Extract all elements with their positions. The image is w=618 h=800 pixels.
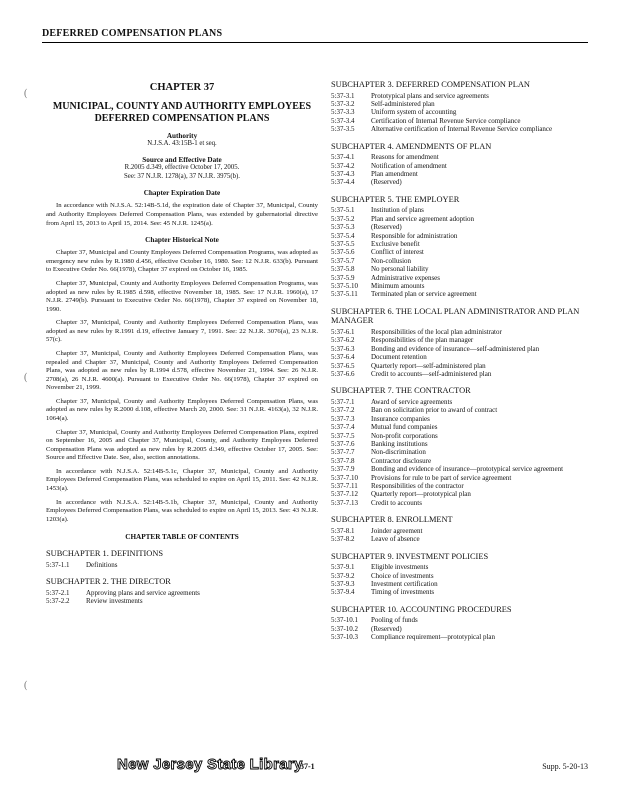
history-paragraph: Chapter 37, Municipal, County and Authority Employees Deferred Compensation Plans, expired on September 16, 2005 and Chapter 37, Municipal, County, and Authority Employees Deferred Compensation Plans was adopted as new rules by R.2005 d.349, effective October 17, 2005. See: Source and Effective Date. See, also, section annotations. — [46, 428, 318, 462]
chapter-number: CHAPTER 37 — [149, 82, 215, 93]
section-number: 5:37-7.11 — [331, 482, 358, 490]
section-number: 5:37-10.2 — [331, 624, 359, 633]
section-number: 5:37-7.7 — [331, 448, 355, 457]
section-title: No personal liability — [371, 265, 429, 274]
subchapter-title: SUBCHAPTER 2. THE DIRECTOR — [46, 577, 171, 587]
section-title: Timing of investments — [371, 588, 435, 597]
section-number: 5:37-4.1 — [331, 153, 355, 162]
toc-entry — [331, 563, 593, 571]
history-notes — [46, 249, 318, 524]
toc-entry — [331, 406, 593, 414]
section-number: 5:37-5.3 — [331, 223, 355, 232]
toc-entry — [331, 153, 593, 161]
section-number: 5:37-7.1 — [331, 398, 355, 407]
toc-entry — [331, 290, 593, 298]
history-paragraph: Chapter 37, Municipal, County and Authority Employees Deferred Compensation Plans, was adopted as new rules by R.1991 d.19, effective January 7, 1991. See: 22 N.J.R. 3076(a), 23 N.J.R. 57(c). — [46, 319, 318, 344]
toc-entry — [331, 328, 593, 336]
expiration-heading: Chapter Expiration Date — [143, 189, 221, 198]
section-title: Review investments — [86, 597, 143, 606]
toc-entry — [331, 465, 593, 473]
source-heading: Source and Effective Date — [142, 156, 222, 165]
toc-entry — [331, 117, 593, 125]
section-number: 5:37-6.2 — [331, 336, 355, 345]
section-number: 5:37-7.2 — [331, 406, 355, 415]
section-title: Choice of investments — [371, 571, 434, 580]
toc-entry — [331, 457, 593, 465]
toc-title: CHAPTER TABLE OF CONTENTS — [125, 533, 239, 542]
toc-entry — [331, 633, 593, 641]
left-toc — [46, 549, 318, 605]
section-title: Definitions — [86, 561, 118, 570]
section-title: Minimum amounts — [371, 282, 425, 290]
section-title: Banking institutions — [371, 440, 428, 449]
section-number: 5:37-7.8 — [331, 456, 355, 465]
section-number: 5:37-3.5 — [331, 125, 355, 134]
chapter-title: MUNICIPAL, COUNTY AND AUTHORITY EMPLOYEES DEFERRED COMPENSATION PLANS — [52, 101, 312, 124]
binding-hole-mark: ( — [24, 372, 28, 383]
section-title: Self-administered plan — [371, 100, 435, 109]
section-title: Joinder agreement — [371, 526, 423, 535]
source-line: See: 37 N.J.R. 1278(a), 37 N.J.R. 3975(b). — [124, 172, 240, 180]
section-number: 5:37-6.1 — [331, 328, 355, 337]
section-title: Plan and service agreement adoption — [371, 214, 475, 223]
toc-entry — [331, 415, 593, 423]
supplement-date: Supp. 5-20-13 — [542, 762, 588, 771]
toc-entry — [331, 240, 593, 248]
section-number: 5:37-5.5 — [331, 240, 355, 249]
history-paragraph: Chapter 37, Municipal and County Employees Deferred Compensation Programs, was adopted as emergency new rules by R.1980 d.456, effective October 16, 1980. See: 12 N.J.R. 633(b). Pursuant to Executive Order No. 66(1978), Chapter 37 expired on October 16, 1985. — [46, 249, 318, 274]
toc-entry — [331, 162, 593, 170]
section-title: Approving plans and service agreements — [86, 589, 200, 598]
section-number: 5:37-3.2 — [331, 100, 355, 109]
subchapter-title: SUBCHAPTER 4. AMENDMENTS OF PLAN — [331, 141, 492, 151]
section-title: Provisions for rule to be part of service agreement — [371, 473, 512, 482]
section-title: Certification of Internal Revenue Service compliance — [371, 116, 521, 125]
section-title: (Reserved) — [371, 178, 402, 187]
expiration-text: In accordance with N.J.S.A. 52:14B-5.1d, the expiration date of Chapter 37, Municipal, County and Authority Employees Deferred Compensation Plans, was extended by gubernatorial directive from April 15, 2013 to April 15, 2014. See: 45 N.J.R. 1245(a). — [46, 202, 318, 227]
toc-entry — [331, 345, 593, 353]
section-number: 5:37-7.5 — [331, 431, 355, 440]
section-title: Mutual fund companies — [371, 423, 438, 432]
toc-entry — [46, 597, 318, 605]
section-number: 5:37-8.1 — [331, 526, 355, 535]
subchapter-title: SUBCHAPTER 10. ACCOUNTING PROCEDURES — [331, 604, 512, 614]
subchapter-title: SUBCHAPTER 5. THE EMPLOYER — [331, 194, 460, 204]
history-heading: Chapter Historical Note — [145, 236, 219, 245]
section-title: Institution of plans — [371, 206, 424, 215]
section-title: Non-discrimination — [371, 448, 426, 457]
toc-entry — [331, 336, 593, 344]
section-number: 5:37-4.3 — [331, 170, 355, 179]
section-number: 5:37-10.3 — [331, 633, 359, 642]
section-number: 5:37-1.1 — [46, 561, 70, 570]
section-number: 5:37-9.3 — [331, 580, 355, 589]
section-number: 5:37-4.4 — [331, 178, 355, 187]
subchapter-title: SUBCHAPTER 1. DEFINITIONS — [46, 549, 164, 559]
section-title: Responsibilities of the contractor — [371, 482, 464, 490]
section-number: 5:37-7.3 — [331, 414, 355, 423]
subchapter-title: SUBCHAPTER 8. ENROLLMENT — [331, 515, 453, 525]
toc-entry — [331, 248, 593, 256]
section-number: 5:37-7.4 — [331, 423, 355, 432]
section-title: Pooling of funds — [371, 616, 418, 625]
section-title: Responsibilities of the local plan administrator — [371, 328, 502, 337]
section-number: 5:37-6.4 — [331, 353, 355, 362]
section-title: Leave of absence — [371, 535, 420, 544]
section-number: 5:37-2.2 — [46, 597, 70, 606]
running-header: DEFERRED COMPENSATION PLANS — [42, 28, 588, 43]
section-title: (Reserved) — [371, 223, 402, 232]
toc-entry — [331, 448, 593, 456]
toc-entry — [331, 474, 593, 482]
section-number: 5:37-7.9 — [331, 465, 355, 474]
section-number: 5:37-5.10 — [331, 282, 359, 290]
binding-hole-mark: ( — [24, 680, 28, 691]
section-number: 5:37-6.3 — [331, 344, 355, 353]
right-toc — [331, 80, 593, 642]
section-number: 5:37-5.6 — [331, 248, 355, 257]
section-title: Document retention — [371, 353, 427, 362]
section-title: (Reserved) — [371, 624, 402, 633]
toc-entry — [331, 178, 593, 186]
section-title: Non-collusion — [371, 256, 412, 265]
toc-entry — [331, 232, 593, 240]
history-paragraph: Chapter 37, Municipal, County and Authority Employees Deferred Compensation Programs, was adopted as new rules by R.1985 d.598, effective November 18, 1985. See: 17 N.J.R. 1960(a), 17 N.J.R. 2749(b). Pursuant to Executive Order No. 66(1978), Chapter 37 expired on November 18, 1990. — [46, 279, 318, 313]
section-number: 5:37-7.6 — [331, 440, 355, 449]
section-title: Reasons for amendment — [371, 153, 439, 162]
subchapter-title: SUBCHAPTER 6. THE LOCAL PLAN ADMINISTRATOR AND PLAN MANAGER — [331, 306, 580, 326]
section-number: 5:37-9.2 — [331, 571, 355, 580]
section-number: 5:37-7.12 — [331, 490, 359, 499]
toc-entry — [331, 265, 593, 273]
section-title: Bonding and evidence of insurance—prototypical service agreement — [371, 465, 564, 474]
section-number: 5:37-5.2 — [331, 214, 355, 223]
binding-hole-mark: ( — [24, 88, 28, 99]
section-number: 5:37-10.1 — [331, 616, 359, 625]
section-number: 5:37-7.10 — [331, 473, 359, 482]
toc-entry — [46, 561, 318, 569]
section-number: 5:37-9.1 — [331, 563, 355, 572]
section-number: 5:37-6.6 — [331, 370, 355, 379]
toc-entry — [331, 170, 593, 178]
section-number: 5:37-9.4 — [331, 588, 355, 597]
page-number: 37-1 — [300, 762, 315, 771]
toc-entry — [331, 370, 593, 378]
section-title: Credit to accounts—self-administered plan — [371, 370, 492, 379]
section-number: 5:37-8.2 — [331, 535, 355, 544]
toc-entry — [46, 589, 318, 597]
toc-entry — [331, 92, 593, 100]
toc-entry — [331, 223, 593, 231]
section-number: 5:37-5.1 — [331, 206, 355, 215]
section-title: Insurance companies — [371, 414, 430, 423]
history-paragraph: Chapter 37, Municipal, County and Authority Employees Deferred Compensation Plans, was adopted as new rules by R.2000 d.108, effective March 20, 2000. See: 31 N.J.R. 4163(a), 32 N.J.R. 1064(a). — [46, 397, 318, 423]
section-number: 5:37-3.4 — [331, 116, 355, 125]
subchapter-title: SUBCHAPTER 3. DEFERRED COMPENSATION PLAN — [331, 80, 530, 89]
section-title: Contractor disclosure — [371, 456, 432, 465]
section-number: 5:37-5.9 — [331, 273, 355, 282]
section-title: Credit to accounts — [371, 498, 422, 507]
toc-entry — [331, 423, 593, 431]
toc-entry — [331, 215, 593, 223]
section-title: Investment certification — [371, 580, 438, 589]
section-title: Eligible investments — [371, 563, 429, 572]
toc-entry — [331, 490, 593, 498]
toc-entry — [331, 616, 593, 624]
section-title: Compliance requirement—prototypical plan — [371, 633, 496, 642]
section-number: 5:37-5.8 — [331, 265, 355, 274]
toc-entry — [331, 535, 593, 543]
authority-text: N.J.S.A. 43:15B-1 et seq. — [147, 140, 217, 147]
toc-entry — [331, 625, 593, 633]
section-number: 5:37-5.11 — [331, 290, 358, 299]
toc-entry — [331, 580, 593, 588]
section-title: Quarterly report—prototypical plan — [371, 490, 471, 499]
toc-entry — [331, 432, 593, 440]
page-footer — [42, 756, 588, 780]
section-title: Responsible for administration — [371, 231, 458, 240]
toc-entry — [331, 108, 593, 116]
section-title: Prototypical plans and service agreements — [371, 91, 489, 100]
history-paragraph: In accordance with N.J.S.A. 52:14B-5.1b, Chapter 37, Municipal, County and Authority Employees Deferred Compensation Plans, was scheduled to expire on April 15, 2013. See: 43 N.J.R. 1203(a). — [46, 498, 318, 523]
section-title: Terminated plan or service agreement — [371, 290, 477, 299]
toc-entry — [331, 125, 593, 133]
section-number: 5:37-5.4 — [331, 231, 355, 240]
section-title: Conflict of interest — [371, 248, 424, 257]
toc-entry — [331, 499, 593, 507]
toc-entry — [331, 440, 593, 448]
toc-entry — [331, 398, 593, 406]
section-number: 5:37-4.2 — [331, 161, 355, 170]
section-title: Uniform system of accounting — [371, 108, 457, 117]
toc-entry — [331, 100, 593, 108]
section-title: Quarterly report—self-administered plan — [371, 361, 486, 370]
history-paragraph: In accordance with N.J.S.A. 52:14B-5.1c, Chapter 37, Municipal, County and Authority Employees Deferred Compensation Plans, was scheduled to expire on April 15, 2011. See: 42 N.J.R. 1453(a). — [46, 467, 318, 493]
toc-entry — [331, 362, 593, 370]
section-title: Notification of amendment — [371, 161, 447, 170]
toc-entry — [331, 588, 593, 596]
source-line: R.2005 d.349, effective October 17, 2005. — [124, 164, 240, 172]
toc-entry — [331, 206, 593, 214]
section-number: 5:37-3.1 — [331, 91, 355, 100]
toc-entry — [331, 282, 593, 290]
section-title: Plan amendment — [371, 170, 418, 179]
section-title: Alternative certification of Internal Revenue Service compliance — [371, 125, 553, 134]
toc-entry — [331, 572, 593, 580]
toc-entry — [331, 274, 593, 282]
section-title: Administrative expenses — [371, 273, 441, 282]
library-logo: New Jersey State Library — [117, 756, 303, 773]
section-title: Ban on solicitation prior to award of contract — [371, 406, 498, 415]
toc-entry — [331, 527, 593, 535]
section-number: 5:37-2.1 — [46, 589, 70, 598]
section-number: 5:37-5.7 — [331, 256, 355, 265]
toc-entry — [331, 482, 593, 490]
section-title: Award of service agreements — [371, 398, 453, 407]
subchapter-title: SUBCHAPTER 9. INVESTMENT POLICIES — [331, 551, 489, 561]
section-title: Bonding and evidence of insurance—self-administered plan — [371, 344, 540, 353]
subchapter-title: SUBCHAPTER 7. THE CONTRACTOR — [331, 386, 471, 396]
section-title: Responsibilities of the plan manager — [371, 336, 474, 345]
section-number: 5:37-3.3 — [331, 108, 355, 117]
toc-entry — [331, 257, 593, 265]
authority-heading: Authority — [166, 132, 198, 140]
section-number: 5:37-7.13 — [331, 498, 359, 507]
left-column — [46, 80, 318, 606]
section-number: 5:37-6.5 — [331, 361, 355, 370]
section-title: Exclusive benefit — [371, 240, 420, 249]
section-title: Non-profit corporations — [371, 431, 438, 440]
history-paragraph: Chapter 37, Municipal, County and Authority Employees Deferred Compensation Plans, was repealed and Chapter 37, Municipal, County and Authority Employees Deferred Compensation Plans, was adopted as new rules by R.1994 d.578, effective November 21, 1994. See: 26 N.J.R. 2708(a), 26 N.J.R. 4600(a). Pursuant to Executive Order No. 66(1978), Chapter 37 expired on November 21, 1999. — [46, 349, 318, 392]
toc-entry — [331, 353, 593, 361]
